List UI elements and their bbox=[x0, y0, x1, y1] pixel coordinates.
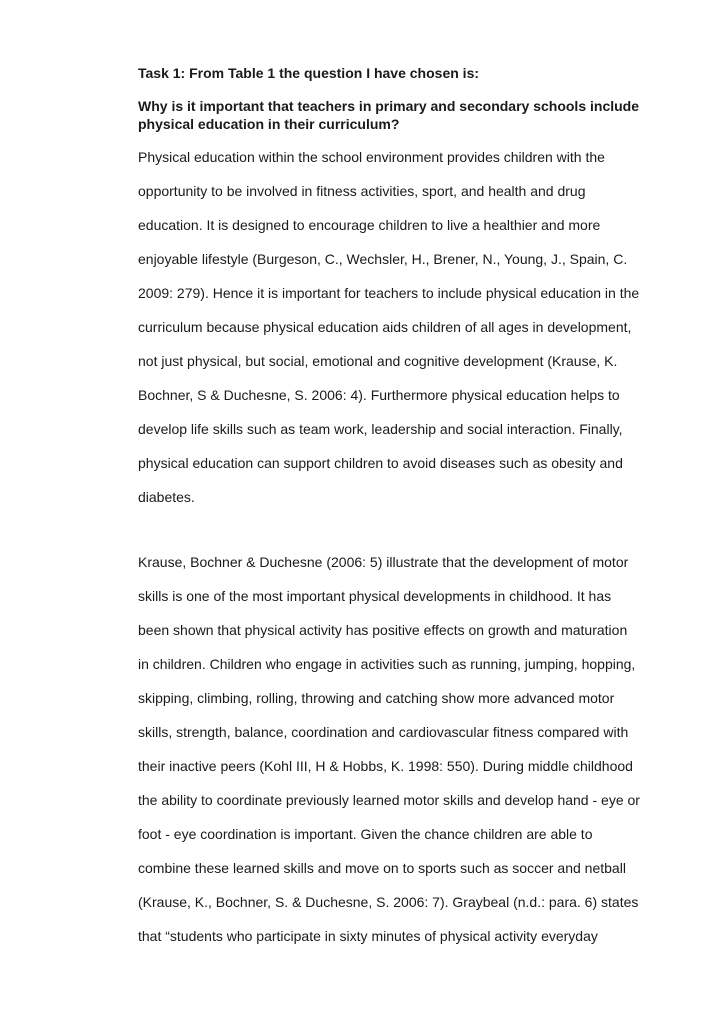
paragraph-line: skills is one of the most important physical developments in childhood. It has bbox=[138, 588, 612, 604]
paragraph-line: combine these learned skills and move on to sports such as soccer and netball bbox=[138, 860, 626, 876]
paragraph-line: Krause, Bochner & Duchesne (2006: 5) illustrate that the development of motor bbox=[138, 554, 629, 570]
question-line: physical education in their curriculum? bbox=[138, 116, 400, 132]
paragraph-line: enjoyable lifestyle (Burgeson, C., Wechsler, H., Brener, N., Young, J., Spain, C. bbox=[138, 251, 628, 267]
paragraph-line: skipping, climbing, rolling, throwing and catching show more advanced motor bbox=[138, 690, 615, 706]
task-heading: Task 1: From Table 1 the question I have chosen is: bbox=[138, 65, 480, 81]
paragraph-line: the ability to coordinate previously learned motor skills and develop hand - eye or bbox=[138, 792, 640, 808]
paragraph-line: Bochner, S & Duchesne, S. 2006: 4). Furthermore physical education helps to bbox=[138, 387, 620, 403]
paragraph-line: foot - eye coordination is important. Given the chance children are able to bbox=[138, 826, 593, 842]
paragraph-line: not just physical, but social, emotional and cognitive development (Krause, K. bbox=[138, 353, 618, 369]
paragraph-line: develop life skills such as team work, leadership and social interaction. Finally, bbox=[138, 421, 623, 437]
paragraph-line: Physical education within the school environment provides children with the bbox=[138, 149, 605, 165]
question-heading bbox=[138, 97, 698, 133]
paragraph-line: that “students who participate in sixty minutes of physical activity everyday bbox=[138, 928, 598, 944]
paragraph-line: curriculum because physical education aids children of all ages in development, bbox=[138, 319, 632, 335]
paragraph-line: skills, strength, balance, coordination and cardiovascular fitness compared with bbox=[138, 724, 629, 740]
paragraph-line: been shown that physical activity has positive effects on growth and maturation bbox=[138, 622, 628, 638]
paragraph-line: (Krause, K., Bochner, S. & Duchesne, S. 2006: 7). Graybeal (n.d.: para. 6) states bbox=[138, 894, 639, 910]
paragraph-line: in children. Children who engage in activities such as running, jumping, hopping, bbox=[138, 656, 636, 672]
paragraph-line: opportunity to be involved in fitness activities, sport, and health and drug bbox=[138, 183, 586, 199]
paragraph-line: 2009: 279). Hence it is important for teachers to include physical education in the bbox=[138, 285, 640, 301]
question-line: Why is it important that teachers in primary and secondary schools include bbox=[138, 98, 640, 114]
paragraph-line: physical education can support children to avoid diseases such as obesity and bbox=[138, 455, 623, 471]
paragraph-line: diabetes. bbox=[138, 489, 195, 505]
paragraph-line: their inactive peers (Kohl III, H & Hobbs, K. 1998: 550). During middle childhood bbox=[138, 758, 633, 774]
paragraph-line: education. It is designed to encourage children to live a healthier and more bbox=[138, 217, 601, 233]
